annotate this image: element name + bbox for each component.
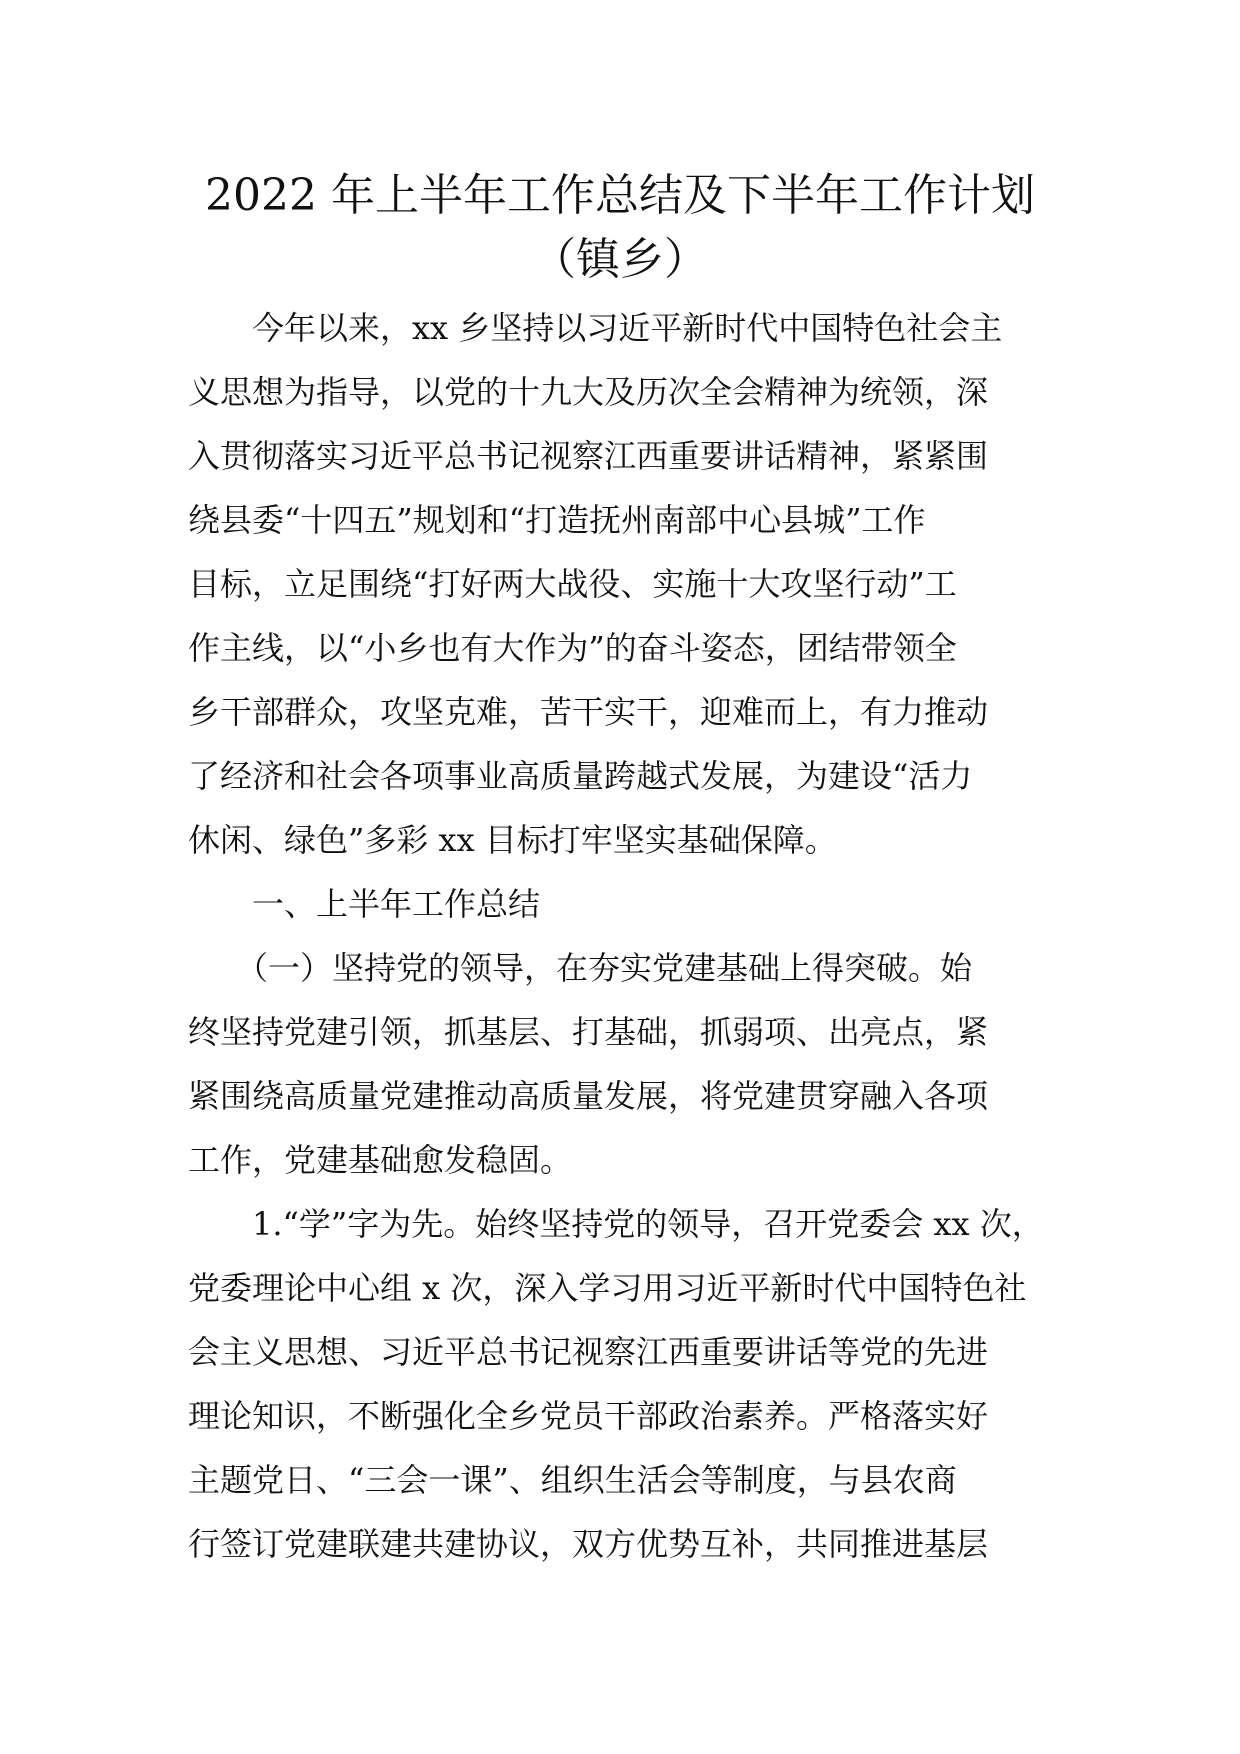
body-line: 休闲、绿色”多彩 xx 目标打牢坚实基础保障。 xyxy=(188,821,837,859)
body-line: 目标，立足围绕“打好两大战役、实施十大攻坚行动”工 xyxy=(188,565,957,603)
section-heading: 一、上半年工作总结 xyxy=(188,885,541,923)
body-line: 党委理论中心组 x 次，深入学习用习近平新时代中国特色社 xyxy=(188,1269,1027,1307)
body-line: （一）坚持党的领导，在夯实党建基础上得突破。始 xyxy=(188,949,973,987)
body-line: 紧围绕高质量党建推动高质量发展，将党建贯穿融入各项 xyxy=(188,1077,989,1115)
body-line: 今年以来，xx 乡坚持以习近平新时代中国特色社会主 xyxy=(188,309,1003,347)
body-line: 主题党日、“三会一课”、组织生活会等制度，与县农商 xyxy=(188,1461,957,1499)
body-line: 了经济和社会各项事业高质量跨越式发展，为建设“活力 xyxy=(188,757,973,795)
body-line: 1.“学”字为先。始终坚持党的领导，召开党委会 xx 次， xyxy=(188,1205,1044,1243)
body-line: 绕县委“十四五”规划和“打造抚州南部中心县城”工作 xyxy=(188,501,926,539)
body-line: 义思想为指导，以党的十九大及历次全会精神为统领，深 xyxy=(188,373,989,411)
body-line: 工作，党建基础愈发稳固。 xyxy=(188,1141,573,1179)
document-title: 2022 年上半年工作总结及下半年工作计划 xyxy=(205,170,1035,221)
body-line: 作主线，以“小乡也有大作为”的奋斗姿态，团结带领全 xyxy=(188,629,957,667)
body-line: 会主义思想、习近平总书记视察江西重要讲话等党的先进 xyxy=(188,1333,989,1371)
body-line: 终坚持党建引领，抓基层、打基础，抓弱项、出亮点，紧 xyxy=(188,1013,989,1051)
document-subtitle: （镇乡） xyxy=(532,234,708,285)
body-line: 乡干部群众，攻坚克难，苦干实干，迎难而上，有力推动 xyxy=(188,693,989,731)
body-line: 入贯彻落实习近平总书记视察江西重要讲话精神，紧紧围 xyxy=(188,437,989,475)
body-line: 行签订党建联建共建协议，双方优势互补，共同推进基层 xyxy=(188,1525,989,1563)
body-line: 理论知识，不断强化全乡党员干部政治素养。严格落实好 xyxy=(188,1397,989,1435)
